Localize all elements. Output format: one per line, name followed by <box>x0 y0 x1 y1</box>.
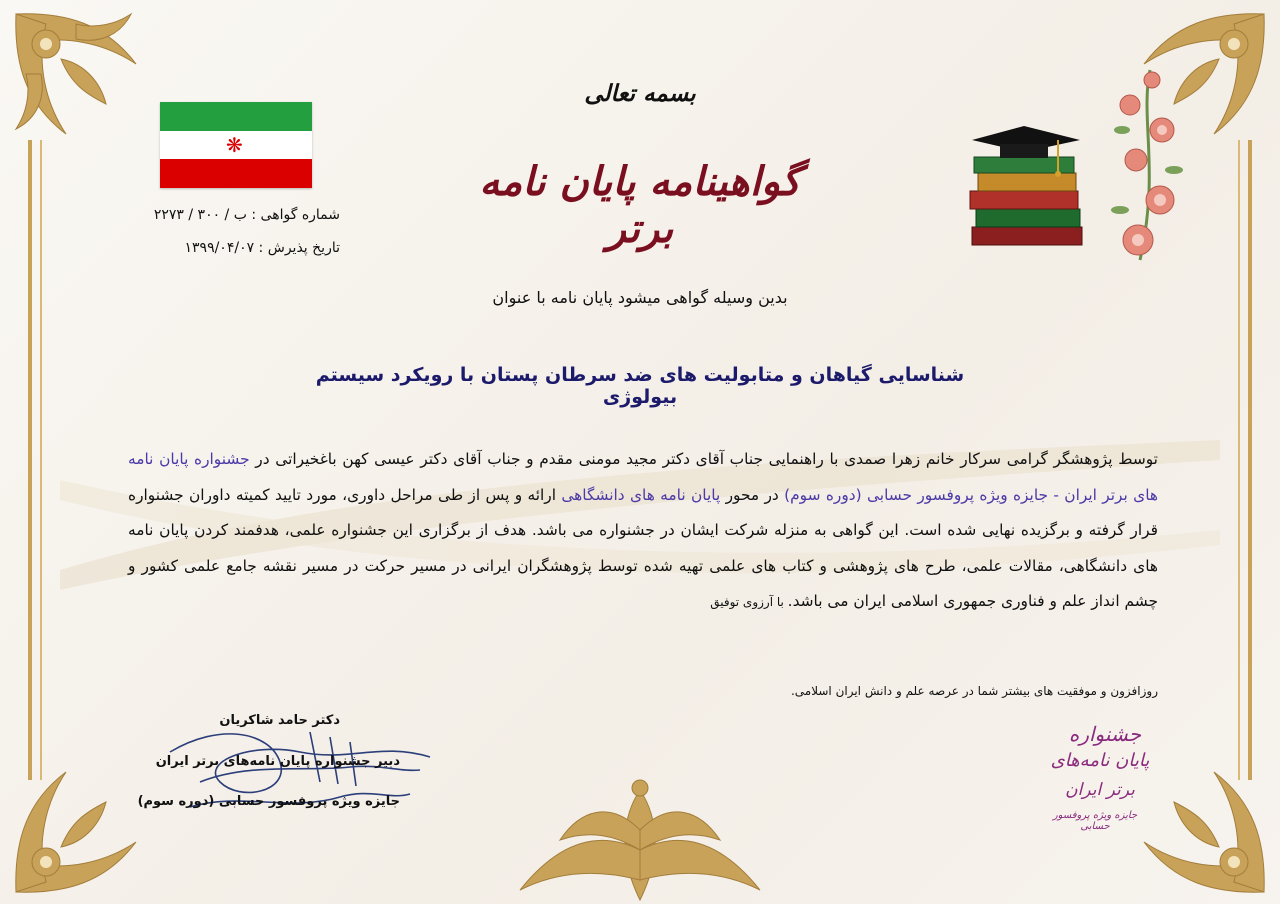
signatory-subtitle: جایزه ویژه پروفسور حسابی (دوره سوم) <box>137 794 400 809</box>
certificate-body <box>128 442 1158 621</box>
thesis-title: شناسایی گیاهان و متابولیت های ضد سرطان پستان با رویکرد سیستم بیولوژی <box>315 364 965 408</box>
logo-line-3: برتر ایران <box>1065 780 1135 800</box>
flowers-ornament-icon <box>1100 60 1192 270</box>
iran-flag-icon: ❋ <box>160 102 312 188</box>
basmala: بسمه تعالی <box>584 80 696 107</box>
axis-name: پایان نامه های دانشگاهی <box>561 485 721 504</box>
gold-corner-ornament-icon <box>1124 752 1274 902</box>
body-paragraph-2: ارائه و پس از طی مراحل داوری، مورد تایید کمیته داوران جشنواره قرار گرفته و برگزیده نهایی شده است. این گواهی به منزله شرکت ایشان در جشنواره می باشد. هدف از برگزاری این جشنواره علمی، هدفمند کردن پایان نامه های دانشگاهی، مقالات علمی، طرح های پژوهشی و کتاب های علمی تهیه شده توسط پژوهشگران ایرانی در مسیر حرکت در مسیر نقشه جامع علمی کشور و چشم انداز علم و فناوری جمهوری اسلامی ایران می باشد. <box>128 485 1158 610</box>
gold-corner-ornament-icon <box>6 752 156 902</box>
graduation-books-icon <box>962 122 1102 252</box>
certificate-number: شماره گواهی : ب / ۳۰۰ / ۲۲۷۳ <box>153 207 340 223</box>
wish-text: با آرزوی توفیق <box>710 595 788 609</box>
signatory-role: دبیر جشنواره پایان نامه‌های برتر ایران <box>155 754 400 769</box>
certificate-title: گواهینامه پایان نامه برتر <box>479 158 801 252</box>
logo-line-2: پایان نامه‌های <box>1050 750 1150 771</box>
body-connector: در محور <box>720 485 785 504</box>
closing-text: روزافزون و موفقیت های بیشتر شما در عرصه علم و دانش ایران اسلامی. <box>790 684 1158 698</box>
acceptance-date: تاریخ پذیرش : ۱۳۹۹/۰۴/۰۷ <box>184 240 340 256</box>
festival-name: جشنواره پایان نامه های برتر ایران - جایزه ویژه پروفسور حسابی (دوره سوم) <box>128 450 1158 504</box>
body-paragraph-1: توسط پژوهشگر گرامی سرکار خانم زهرا صمدی با راهنمایی جناب آقای دکتر مجید مومنی مقدم و جناب آقای دکتر عیسی کهن باغخیراتی در <box>255 450 1158 468</box>
signatory-name: دکتر حامد شاکریان <box>219 713 340 728</box>
intro-text: بدین وسیله گواهی میشود پایان نامه با عنوان <box>492 288 788 307</box>
gold-corner-ornament-icon <box>6 4 156 154</box>
logo-line-4: جایزه ویژه پروفسور حسابی <box>1052 810 1138 832</box>
logo-line-1: جشنواره <box>1068 722 1142 746</box>
bottom-ornament-icon <box>500 770 780 904</box>
